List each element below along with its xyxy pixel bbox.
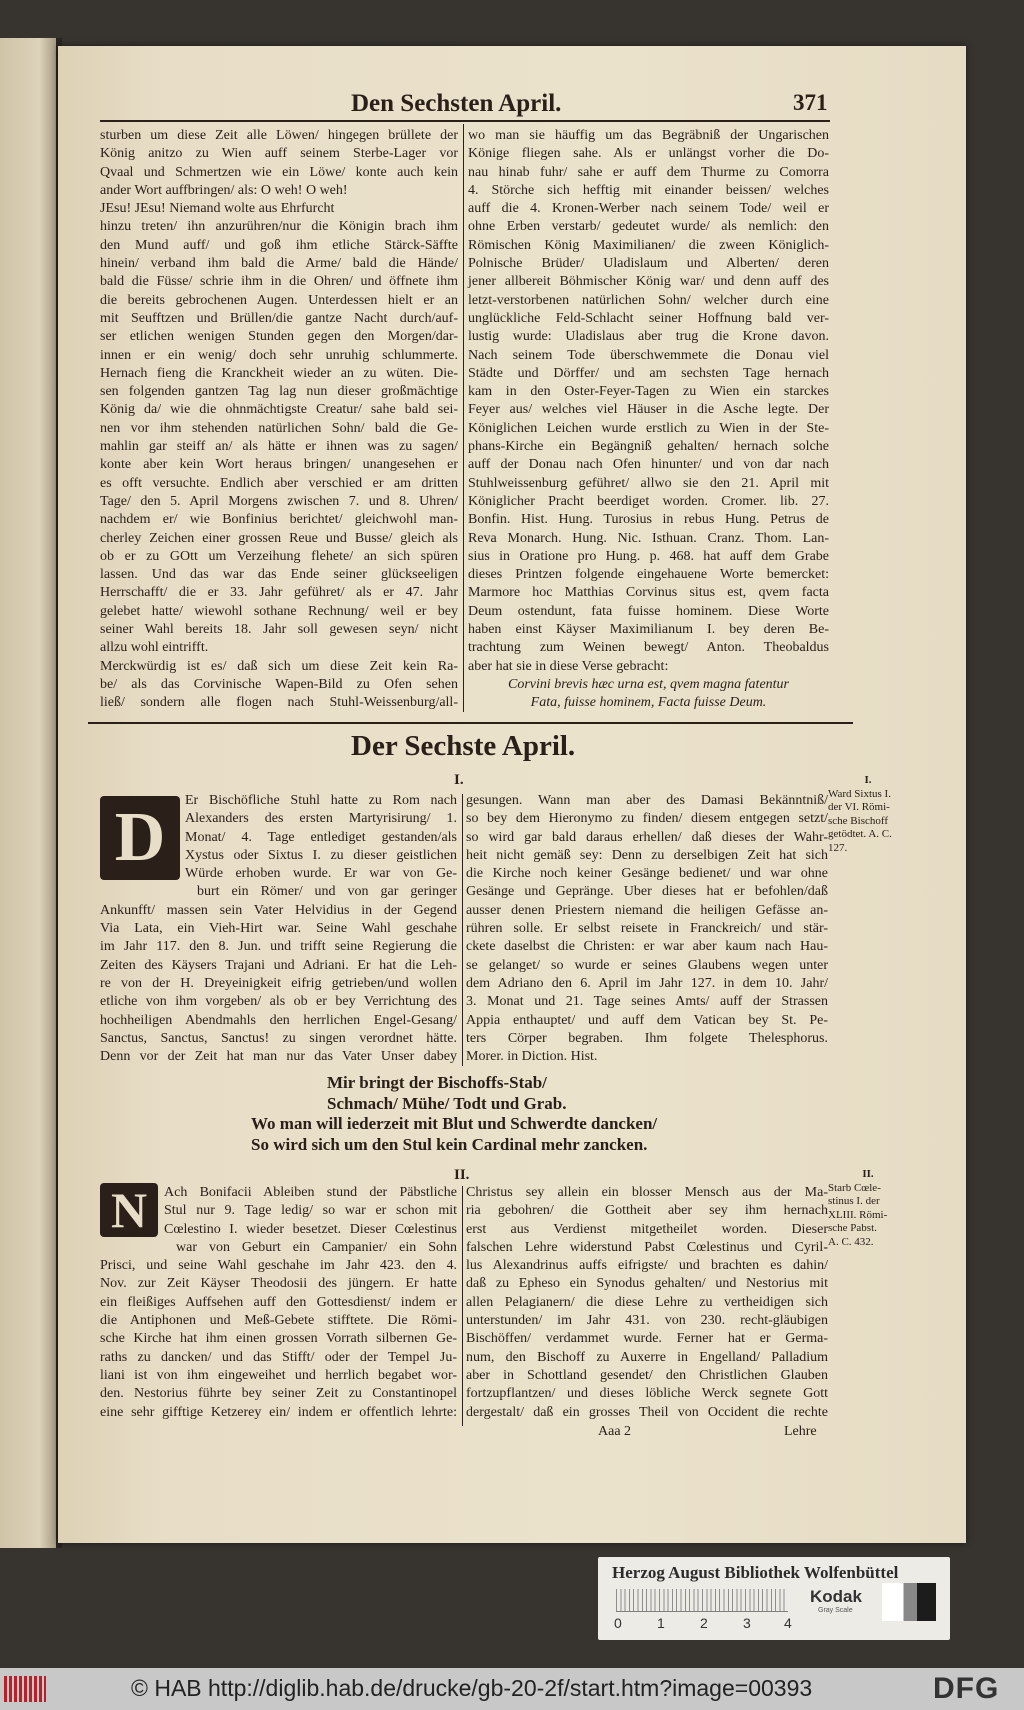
text-line: ander Wort auffbringen/ als: O weh! O weh! [100, 182, 348, 198]
day-title: Der Sechste April. [351, 730, 576, 762]
text-line: hinzu treten/ ihn anzurühren/nur die Königin brach ihm [100, 219, 458, 235]
ruler-number: 0 [614, 1615, 622, 1631]
margin-note-line: sche Bischoff [828, 814, 888, 827]
text-line: lassen. Und das war das Ende seiner glückseeligen [100, 567, 458, 583]
text-line: ser etlichen wenigen Stunden gegen den Morgen/dar- [100, 329, 458, 345]
source-link[interactable]: © HAB http://diglib.hab.de/drucke/gb-20-2f/start.htm?image=00393 [131, 1675, 813, 1701]
margin-note-line: getödtet. A. C. [828, 828, 892, 840]
text-line: aber in Schottland gesendet/ den Christlichen Glauben [466, 1367, 828, 1383]
text-line: Ankunfft/ massen sein Vater Helvidius in der Gegend [100, 902, 457, 918]
text-line: heit nicht gemäß sey: Denn zu derselbigen Zeit hat sich [466, 847, 828, 863]
text-line: war von Geburt ein Campanier/ ein Sohn [176, 1239, 457, 1255]
page-number: 371 [793, 90, 828, 115]
text-line: nachdem er/ wie Bonfinius berichtet/ gleichwohl man- [100, 512, 458, 528]
text-line: Cœlestino I. wieder besetzet. Dieser Cœlestinus [164, 1221, 457, 1237]
text-line: erst aus Verdienst mitgetheilet worden. Dieser [466, 1221, 828, 1237]
text-line: bald die Füsse/ schrie ihm in die Ohren/ und öffnete ihm [100, 274, 458, 290]
scan-calibration-label [598, 1557, 950, 1640]
text-line: Königlicher Pracht beerdiget worden. Cromer. lib. 27. [468, 493, 829, 509]
text-line: König da/ wie die ohnmächtigste Creatur/ sahe bald sei- [100, 402, 458, 418]
text-line: ausser denen Priestern niemand die heiligen Gefässe an- [466, 902, 828, 918]
text-line: daß zu Epheso ein Synodus gehalten/ und Nestorius mit [466, 1276, 828, 1292]
text-line: Gesänge und Gepränge. Uber dieses hat er befohlen/daß [466, 884, 828, 900]
signature-mark: Aaa 2 [598, 1424, 632, 1439]
text-line: den Mund auff/ und goß ihm etliche Stärck-Säffte [100, 237, 458, 253]
text-line: sen folgenden gantzen Tag lag nun dieser großmächtige [100, 384, 458, 400]
margin-note-line: A. C. 432. [828, 1235, 874, 1248]
text-line: 4. Störche sich hefftig mit einander beissen/ welches [468, 182, 829, 198]
drop-cap-d: D [100, 796, 180, 880]
text-line: unglückliche Feld-Schlacht seiner Hoffnung bald ver- [468, 310, 829, 326]
margin-note-2 [828, 1168, 908, 1249]
verse-line: Fata, fuisse hominem, Facta fuisse Deum. [530, 695, 767, 711]
text-line: mahlin gar steiff an/ als hätte er ihnen was zu sagen/ [100, 439, 458, 455]
text-line: ckete daselbst die Christen: er war aber kaum nach Hau- [466, 939, 828, 955]
text-line: gelebet hatte/ wiewohl sothane Rechnung/ weil er bey [100, 603, 458, 619]
text-line: Alexanders des ersten Martyrisirung/ 1. [185, 811, 457, 827]
ruler-number: 1 [657, 1615, 665, 1631]
text-line: Stul nur 9. Tage ledig/ so war er schon mit [164, 1203, 457, 1219]
dfg-logo: DFG [933, 1672, 1000, 1705]
poem-line: So wird sich um den Stul kein Cardinal mehr zancken. [251, 1134, 648, 1154]
margin-note-line: sche Pabst. [828, 1222, 877, 1234]
margin-note-line: 127. [828, 841, 848, 854]
text-line: ohne Erben verstarb/ gedeutet wurde/ als nemlich: den [468, 219, 829, 235]
text-line: falschen Lehre widerstund Pabst Cœlestinus und Cyril- [466, 1239, 828, 1255]
poem-line: Schmach/ Mühe/ Todt und Grab. [327, 1093, 567, 1113]
text-line: dergestalt/ daß ein grosses Theil von Occident die rechte [466, 1404, 828, 1420]
text-line: Merckwürdig ist es/ daß sich um diese Zeit kein Ra- [100, 658, 458, 674]
section-1-numeral: I. [454, 772, 464, 788]
top-right-column [468, 127, 829, 713]
text-line: liani ist von ihm eingeweihet und herrlich begabet wor- [100, 1367, 457, 1383]
text-line: dieses Printzen folgende eingehauene Worte bemercket: [468, 567, 829, 583]
text-line: Morer. in Diction. Hist. [466, 1049, 598, 1065]
text-line: Monat/ 4. Tage entlediget gestanden/als [185, 829, 457, 845]
text-line: letzt-verstorbenen natürlichen Sohn/ welcher durch eine [468, 292, 829, 308]
ruler-scale [616, 1589, 788, 1612]
running-title: Den Sechsten April. [351, 90, 562, 117]
text-line: Nach seinem Tode überschwemmete die Donau viel [468, 347, 829, 363]
text-line: se gelanget/ so wurde er seines Glaubens wegen unter [466, 957, 828, 973]
text-line: sius in Oratione pro Hung. p. 468. hat auff dem Grabe [468, 548, 829, 564]
text-line: lus Alexandrinus auffs eifrigste/ und brachten es dahin/ [466, 1258, 828, 1274]
text-line: Christus sey allein ein blosser Mensch aus der Ma- [466, 1185, 828, 1200]
text-line: kam in den Oster-Feyer-Tagen zu Wien ein starckes [468, 384, 829, 400]
text-line: Königlichen Leichen wurde erstlich zu Wien in der Ste- [468, 420, 829, 436]
section-1-right-column [466, 792, 828, 1066]
text-line: ein fleißiges Auffsehen auff den Gottesdienst/ indem er [100, 1294, 457, 1310]
text-line: unterstunden/ im Jahr 431. von 230. recht-gläubigen [466, 1313, 828, 1329]
section-2-left-column [100, 1184, 457, 1422]
text-line: Tage/ den 5. April Morgens zwischen 7. und 8. Uhren/ [100, 493, 458, 509]
text-line: Hernach fieng die Kranckheit wieder an zu wüten. Die- [100, 365, 458, 381]
text-line: jener allbereit Böhmischer König war/ und denn auff des [468, 274, 829, 290]
text-line: trachtung zum Weinen bewegt/ Anton. Theobaldus [468, 640, 829, 656]
hab-logo-icon [4, 1676, 46, 1702]
text-line: den. Nestorius führte bey seiner Zeit zu Constantinopel [100, 1386, 457, 1402]
margin-note-1 [828, 774, 908, 855]
text-line: allzu wohl eintrifft. [100, 640, 209, 656]
text-line: gesungen. Wann man aber des Damasi Bekänntniß/ [466, 793, 828, 808]
text-line: num, den Bischoff zu Auxerre in Engelland/ Palladium [466, 1349, 828, 1365]
text-line: be/ als das Corvinische Wapen-Bild zu Ofen sehen [100, 676, 458, 692]
text-line: aber hat sie in diese Verse gebracht: [468, 658, 669, 674]
poem-line: Mir bringt der Bischoffs-Stab/ [327, 1073, 547, 1092]
text-line: Ach Bonifacii Ableiben stund der Päbstliche [164, 1185, 457, 1200]
text-line: Qvaal und Schmertzen wie ein Löwe/ konte auch kein [100, 164, 458, 180]
ruler-number: 4 [784, 1615, 792, 1631]
column-divider [462, 794, 463, 1066]
text-line: lustig wurde: Uladislaus aber trug die Krone davon. [468, 329, 829, 345]
text-line: im Jahr 117. den 8. Jun. und trifft seine Regierung die [100, 939, 457, 955]
text-line: ters Cörper begraben. Ihm folgete Thelesphorus. [466, 1030, 828, 1046]
text-line: re von der H. Dreyeinigkeit eifrig getrieben/und wollen [100, 975, 457, 991]
book-page [58, 46, 966, 1543]
margin-note-line: Ward Sixtus I. [828, 787, 891, 800]
text-line: ließ/ sondern alle flogen nach Stuhl-Weissenburg/all- [100, 695, 458, 711]
text-line: so wird gar bald daraus erhellen/ daß dieses der Wahr- [466, 829, 828, 845]
text-line: ob er zu GOtt um Verzeihung flehete/ an sich spüren [100, 548, 458, 564]
catchword: Lehre [784, 1424, 817, 1439]
text-line: auff der Donau nach Ofen hinunter/ und von dar nach [468, 457, 829, 473]
text-line: Marmore hoc Matthias Corvinus situs est, qvem facta [468, 585, 829, 601]
text-line: Nov. zur Zeit Käyser Theodosii des jüngern. Er hatte [100, 1276, 457, 1292]
margin-note-line: der VI. Römi- [828, 801, 890, 813]
column-divider [463, 124, 464, 712]
text-line: es offt versuchte. Endlich aber verschied er am dritten [100, 475, 458, 491]
text-line: seiner Wahl bereits 18. Jahr soll gewesen seyn/ nicht [100, 622, 458, 638]
kodak-brand: Kodak [810, 1587, 862, 1606]
text-line: Polnische Brüder/ Uladislaum und Alberten/ deren [468, 256, 829, 272]
gray-scale-swatch [882, 1583, 936, 1621]
text-line: ria gebohren/ die Gottheit aber sey ihm hernach [466, 1203, 828, 1219]
text-line: haben einst Käyser Maximilianum I. bey deren Be- [468, 622, 829, 638]
text-line: Deum ostendunt, fata fuisse hominem. Diese Worte [468, 603, 829, 619]
text-line: JEsu! JEsu! Niemand wolte aus Ehrfurcht [100, 201, 335, 217]
text-line: hinein/ verband ihm bald die Arme/ bald die Hände/ [100, 256, 458, 272]
text-line: burt ein Römer/ und von gar geringer [197, 884, 457, 900]
text-line: Xystus oder Sixtus I. zu dieser geistlichen [185, 847, 457, 863]
text-line: wo man sie häuffig um das Begräbniß der Ungarischen [468, 128, 829, 143]
text-line: die Antiphonen und Meß-Gebete stifftete. Die Römi- [100, 1313, 457, 1329]
text-line: rühren solle. Er selbst reisete in Franckreich/ und stär- [466, 921, 828, 937]
text-line: allen Pelagianern/ die diese Lehre zu vertheidigen sich [466, 1294, 828, 1310]
text-line: Bonfin. Hist. Hung. Turosius in rebus Hung. Petrus de [468, 512, 829, 528]
text-line: Sanctus, Sanctus, Sanctus! zu singen verordnet hätte. [100, 1030, 457, 1046]
text-line: Herrschafft/ die er 33. Jahr geführet/ als er 47. Jahr [100, 585, 458, 601]
text-line: so bey dem Hieronymo zu finden/ diesem entgegen setzt/ [466, 811, 828, 827]
adjacent-page-edge [0, 38, 56, 1548]
ruler-number: 3 [743, 1615, 751, 1631]
header-rule [100, 120, 830, 122]
text-line: Stuhlweissenburg geführet/ allwo sie den 21. April mit [468, 475, 829, 491]
margin-note-line: XLIII. Römi- [828, 1208, 888, 1221]
text-line: etliche von ihm vorgeben/ als ob er bey Verrichtung des [100, 994, 457, 1010]
section-2-right-column [466, 1184, 828, 1422]
text-line: raths zu dancken/ und das Stifft/ oder der Tempel Ju- [100, 1349, 457, 1365]
text-line: die bereits gebrochenen Augen. Unterdessen hielt er an [100, 292, 458, 308]
poem-line: Wo man will iederzeit mit Blut und Schwerdte dancken/ [251, 1114, 658, 1133]
text-line: konte aber kein Wort heraus bringen/ unangesehen er [100, 457, 458, 473]
text-line: sturben um diese Zeit alle Löwen/ hingegen brüllete der [100, 128, 458, 143]
text-line: Appia enthauptet/ und auff dem Vatican bey St. Pe- [466, 1012, 828, 1028]
verse-line: Corvini brevis hæc urna est, qvem magna fatentur [507, 676, 789, 692]
margin-note-line: Starb Cœle- [828, 1181, 881, 1194]
text-line: hochheiligen Abendmahls den herrlichen Engel-Gesang/ [100, 1012, 457, 1028]
text-line: die Kirche noch keiner Gesänge bedienet/ und war ohne [466, 866, 828, 882]
top-left-column [100, 127, 458, 713]
text-line: fortzupflantzen/ und dieses löbliche Werck segnete Gott [466, 1386, 828, 1402]
text-line: Römischen König Maximilianen/ die zween Königlich- [468, 237, 829, 253]
drop-cap-n: N [100, 1183, 158, 1237]
text-line: innen er ein wenig/ doch sehr unruhig schlummerte. [100, 347, 458, 363]
text-line: König anitzo zu Wien auff seinem Sterbe-Lager vor [100, 146, 458, 162]
margin-note-numeral: II. [862, 1168, 874, 1180]
text-line: Bischöffen/ verdammet wurde. Ferner hat er Germa- [466, 1331, 828, 1347]
text-line: dem Adriano den 6. April im Jahr 127. in dem 10. Jahr/ [466, 975, 828, 991]
text-line: auff die 4. Kronen-Werber nach seinem Tode/ weil er [468, 201, 829, 217]
text-line: Prisci, und seine Wahl geschahe im Jahr 423. den 4. [100, 1258, 457, 1274]
text-line: eine sehr gifftige Ketzerey ein/ indem er offentlich lehrte: [100, 1404, 457, 1420]
text-line: Würde erhoben wurde. Er war von Ge- [185, 866, 457, 882]
column-divider [462, 1186, 463, 1426]
text-line: nen vor ihm stehenden natürlichen Sohn/ bald die Ge- [100, 420, 458, 436]
text-line: nau hinab fuhr/ sahe er auff dem Thurme zu Comorra [468, 164, 829, 180]
text-line: 3. Monat und 21. Tage seines Amts/ auff der Strassen [466, 994, 828, 1010]
text-line: Er Bischöfliche Stuhl hatte zu Rom nach [185, 793, 457, 808]
margin-note-line: stinus I. der [828, 1195, 880, 1207]
section-rule [88, 722, 853, 724]
poem [58, 1073, 878, 1155]
text-line: Reva Monarch. Hung. Nic. Isthuan. Cranz. Thom. Lan- [468, 530, 829, 546]
section-2-numeral: II. [454, 1167, 470, 1183]
text-line: Feyer aus/ welches viel Häuser in die Asche legte. Der [468, 402, 829, 418]
library-name: Herzog August Bibliothek Wolfenbüttel [612, 1563, 899, 1582]
footer-bar [0, 1668, 1024, 1710]
text-line: sche Kirche hat ihm einen grossen Vorrath silbernen Ge- [100, 1331, 457, 1347]
gray-scale-caption: Gray Scale [818, 1607, 853, 1614]
text-line: Könige fliegen sahe. Als er unlängst vorher die Do- [468, 146, 829, 162]
section-1-left-column [100, 792, 457, 1066]
text-line: phans-Kirche ein Begängniß gehalten/ hernach solche [468, 439, 829, 455]
margin-note-numeral: I. [864, 774, 872, 786]
text-line: Städte und Dörffer/ und am sechsten Tage hernach [468, 365, 829, 381]
text-line: Zeiten des Käysers Trajani und Adriani. Er hat die Leh- [100, 957, 457, 973]
ruler-number: 2 [700, 1615, 708, 1631]
text-line: Denn vor der Zeit hat man nur das Vater Unser dabey [100, 1049, 457, 1065]
text-line: mit Seufftzen und Brüllen/die gantze Nacht durch/auf- [100, 310, 458, 326]
text-line: Via Lata, ein Vieh-Hirt war. Seine Wahl geschahe [100, 921, 457, 937]
text-line: cherley Zeichen einer grossen Reue und Busse/ gleich als [100, 530, 458, 546]
